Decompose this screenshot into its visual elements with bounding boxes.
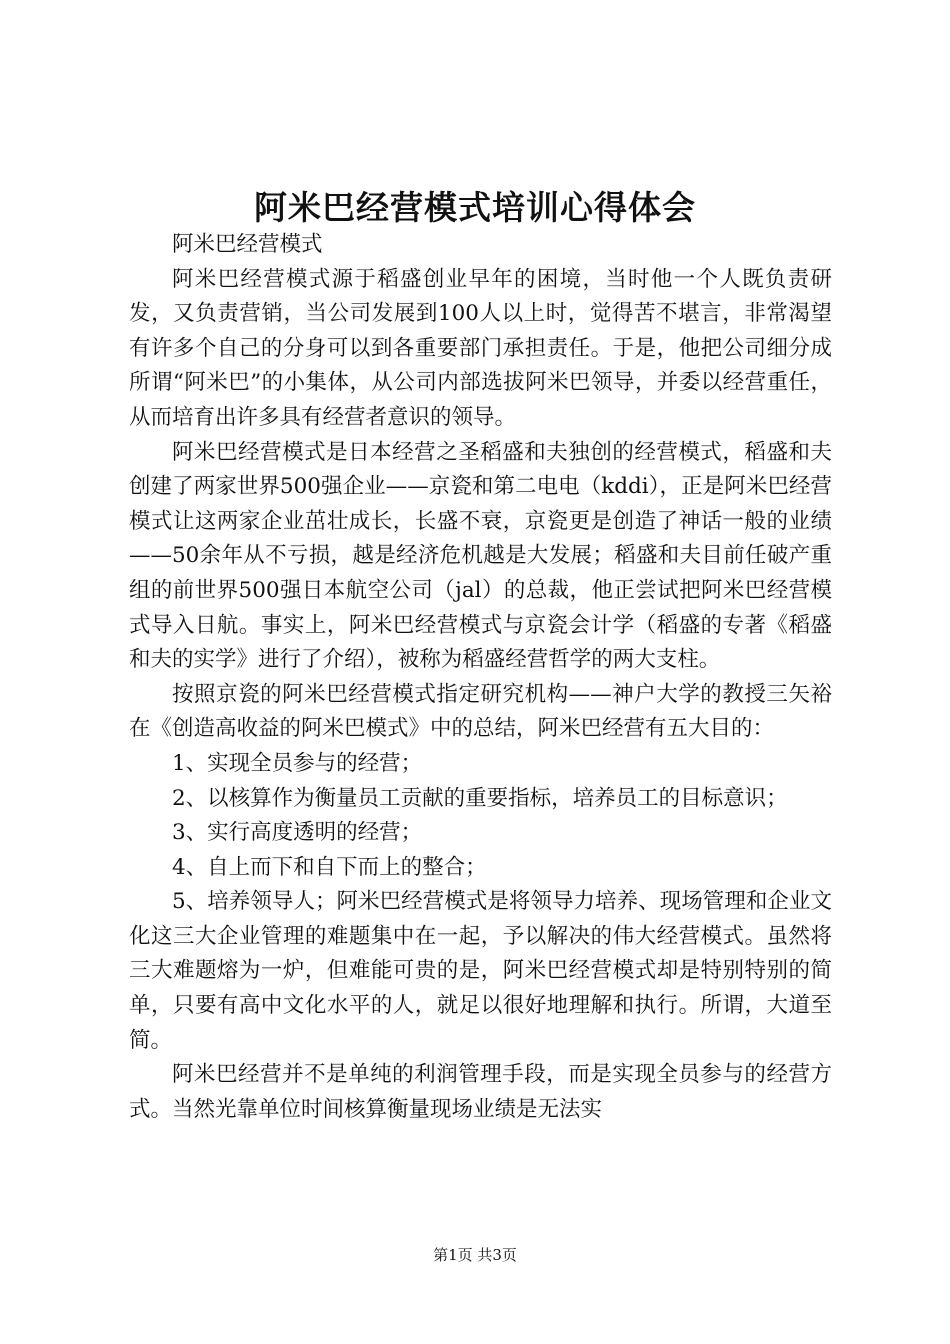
document-title: 阿米巴经营模式培训心得体会 — [254, 188, 696, 227]
list-item: 1、实现全员参与的经营； — [172, 750, 423, 776]
document-body — [129, 228, 832, 1127]
list-item: 5、培养领导人；阿米巴经营模式是将领导力培养、现场管理和企业文化这三大企业管理的难题集中在一起，予以解决的伟大经营模式。虽然将三大难题熔为一炉，但难能可贵的是，阿米巴经营模式却是特别特别的简单，只要有高中文化水平的人，就足以很好地理解和执行。所谓，大道至简。 — [129, 889, 832, 1053]
list-item: 3、实行高度透明的经营； — [172, 820, 423, 846]
list-item: 2、以核算作为衡量员工贡献的重要指标，培养员工的目标意识； — [172, 785, 788, 811]
paragraph-subheading: 阿米巴经营模式 — [172, 232, 323, 257]
paragraph: 阿米巴经营并不是单纯的利润管理手段，而是实现全员参与的经营方式。当然光靠单位时间核算衡量现场业绩是无法实 — [129, 1062, 832, 1122]
list-item: 4、自上而下和自下而上的整合； — [172, 854, 487, 880]
paragraph: 阿米巴经营模式源于稻盛创业早年的困境，当时他一个人既负责研发，又负责营销，当公司发展到100人以上时，觉得苦不堪言，非常渴望有许多个自己的分身可以到各重要部门承担责任。于是，他把公司细分成所谓“阿米巴”的小集体，从公司内部选拔阿米巴领导，并委以经营重任，从而培育出许多具有经营者意识的领导。 — [129, 266, 832, 430]
page-footer: 第1页 共3页 — [433, 1246, 517, 1264]
paragraph: 按照京瓷的阿米巴经营模式指定研究机构——神户大学的教授三矢裕在《创造高收益的阿米巴模式》中的总结，阿米巴经营有五大目的： — [129, 681, 832, 742]
paragraph: 阿米巴经营模式是日本经营之圣稻盛和夫独创的经营模式，稻盛和夫创建了两家世界500强企业——京瓷和第二电电（kddi），正是阿米巴经营模式让这两家企业茁壮成长，长盛不衰，京瓷更是创造了神话一般的业绩——50余年从不亏损，越是经济危机越是大发展；稻盛和夫目前任破产重组的前世界500强日本航空公司（jal）的总裁，他正尝试把阿米巴经营模式导入日航。事实上，阿米巴经营模式与京瓷会计学（稻盛的专著《稻盛和夫的实学》进行了介绍），被称为稻盛经营哲学的两大支柱。 — [129, 439, 832, 673]
